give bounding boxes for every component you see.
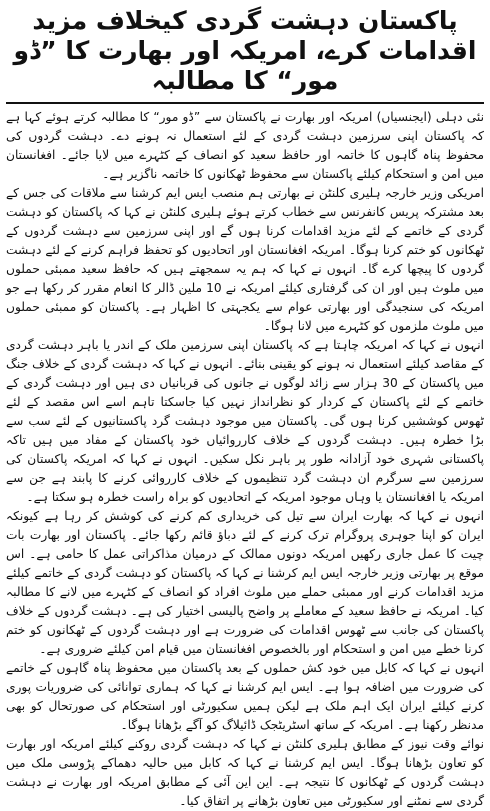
headline: پاکستان دہشت گردی کیخلاف مزید اقدامات کرے، امریکہ اور بھارت کا ”ڈو مور“ کا مطالبہ: [13, 6, 477, 95]
article-body: [6, 108, 484, 811]
paragraph: انہوں نے کہا کہ امریکہ چاہتا ہے کہ پاکستان اپنی سرزمین ملک کے اندر یا باہر دہشت گردی کے مقاصد کیلئے استعمال نہ ہونے کو یقینی بنائے۔ انہوں نے کہا کہ دہشت گردی کے خلاف جنگ میں پاکستان کے 30 ہزار سے زائد لوگوں نے جانوں کی قربانیاں دی ہیں اور دہشت گردی کے خاتمے کے لئے پاکستان کے کردار کو نظرانداز نہیں کیا جاسکتا تاہم اسے اس مقصد کے لئے ٹھوس کوششیں کرنا ہوں گی۔ پاکستان میں موجود دہشت گرد پاکستانیوں کے لئے سب سے بڑا خطرہ ہیں۔ دہشت گردوں کے خلاف کارروائیاں خود پاکستان کے مفاد میں ہیں تاکہ پاکستانی شہری خود آزادانہ طور پر باہر نکل سکیں۔ انہوں نے کہا کہ امریکہ پاکستان کی سرزمین سے سرگرم ان دہشت گرد تنظیموں کے خلاف کارروائی کرنے کا پابند ہے جن سے امریکہ یا افغانستان یا وہاں موجود امریکہ کے اتحادیوں کو براہ راست خطرہ ہو سکتا ہے۔: [6, 338, 485, 504]
headline-divider: [6, 102, 484, 104]
paragraph: نئی دہلی (ایجنسیاں) امریکہ اور بھارت نے پاکستان سے ”ڈو مور“ کا مطالبہ کرتے ہوئے کہا ہے کہ پاکستان اپنی سرزمین دہشت گردی کے لئے استعمال نہ ہونے دے۔ دہشت گردوں کی محفوظ پناہ گاہوں کا خاتمہ اور حافظ سعید کو انصاف کے کٹہرے میں لایا جائے۔ افغانستان میں امن و استحکام کیلئے پاکستان سے محفوظ ٹھکانوں کا خاتمہ ناگزیر ہے۔: [6, 110, 484, 181]
paragraph: نوائے وقت نیوز کے مطابق ہلیری کلنٹن نے کہا کہ دہشت گردی روکنے کیلئے امریکہ اور بھارت کو تعاون بڑھانا ہوگا۔ ایس ایم کرشنا نے کہا کہ کابل میں حالیہ دھماکے پڑوسی ملک میں دہشت گردوں کے ٹھکانوں کا نتیجہ ہے۔ این این آئی کے مطابق امریکہ اور بھارت نے دہشت گردی سے نمٹنے اور سکیورٹی میں تعاون بڑھانے پر اتفاق کیا۔: [6, 737, 484, 808]
paragraph: انہوں نے کہا کہ بھارت ایران سے تیل کی خریداری کم کرنے کی کوشش کر رہا ہے کیونکہ ایران کو اپنا جوہری پروگرام ترک کرنے کے لئے دباؤ قائم رکھا جائے۔ پاکستان اور بھارت بات چیت کا عمل جاری رکھیں امریکہ دونوں ممالک کے درمیان مذاکراتی عمل کا حامی ہے۔ اس موقع پر بھارتی وزیر خارجہ ایس ایم کرشنا نے کہا کہ پاکستان کو دہشت گردی کے خاتمے کیلئے مزید اقدامات کرنے اور ممبئی حملے میں ملوث افراد کو انصاف کے کٹہرے میں لانے کا مطالبہ کیا۔ امریکہ نے حافظ سعید کے معاملے پر واضح پالیسی اختیار کی ہے۔ دہشت گردوں کے خلاف پاکستان کی جانب سے ٹھوس اقدامات کی ضرورت ہے اور دہشت گردوں کے ٹھکانوں کو ختم کرنا خطے میں امن و استحکام اور بالخصوص افغانستان میں قیام امن کیلئے ضروری ہے۔: [6, 509, 484, 656]
paragraph: امریکی وزیر خارجہ ہلیری کلنٹن نے بھارتی ہم منصب ایس ایم کرشنا سے ملاقات کی جس کے بعد مشترکہ پریس کانفرنس سے خطاب کرتے ہوئے ہلیری کلنٹن نے کہا کہ پاکستان کو دہشت گردی کے خاتمے کے لئے مزید اقدامات کرنا ہوں گے اور اپنی سرزمین سے دہشت گردوں کے ٹھکانوں کو ختم کرنا ہوگا۔ امریکہ افغانستان اور اتحادیوں کو تحفظ فراہم کرنے کے لئے دہشت گردوں کا پیچھا کرے گا۔ انہوں نے کہا کہ ہم یہ سمجھتے ہیں کہ حافظ سعید ممبئی حملوں میں ملوث ہیں اور ان کی گرفتاری کیلئے امریکہ نے 10 ملین ڈالر کا انعام مقرر کر رکھا ہے جو امریکہ کی سنجیدگی اور بھارتی عوام سے یکجہتی کا اظہار ہے۔ پاکستان کو ممبئی حملوں میں ملوث ملزموں کو کٹہرے میں لانا ہوگا۔: [6, 186, 485, 333]
paragraph: انہوں نے کہا کہ کابل میں خود کش حملوں کے بعد پاکستان میں محفوظ پناہ گاہوں کے خاتمے کی ضرورت میں اضافہ ہوا ہے۔ ایس ایم کرشنا نے کہا کہ ہماری توانائی کی ضروریات پوری کرنے کیلئے ایران ایک اہم ملک ہے لیکن ہمیں سکیورٹی اور استحکام کی صورتحال کو بھی مدنظر رکھنا ہے۔ امریکہ کے ساتھ اسٹریٹجک ڈائیلاگ کو آگے بڑھانا ہوگا۔: [6, 661, 484, 732]
